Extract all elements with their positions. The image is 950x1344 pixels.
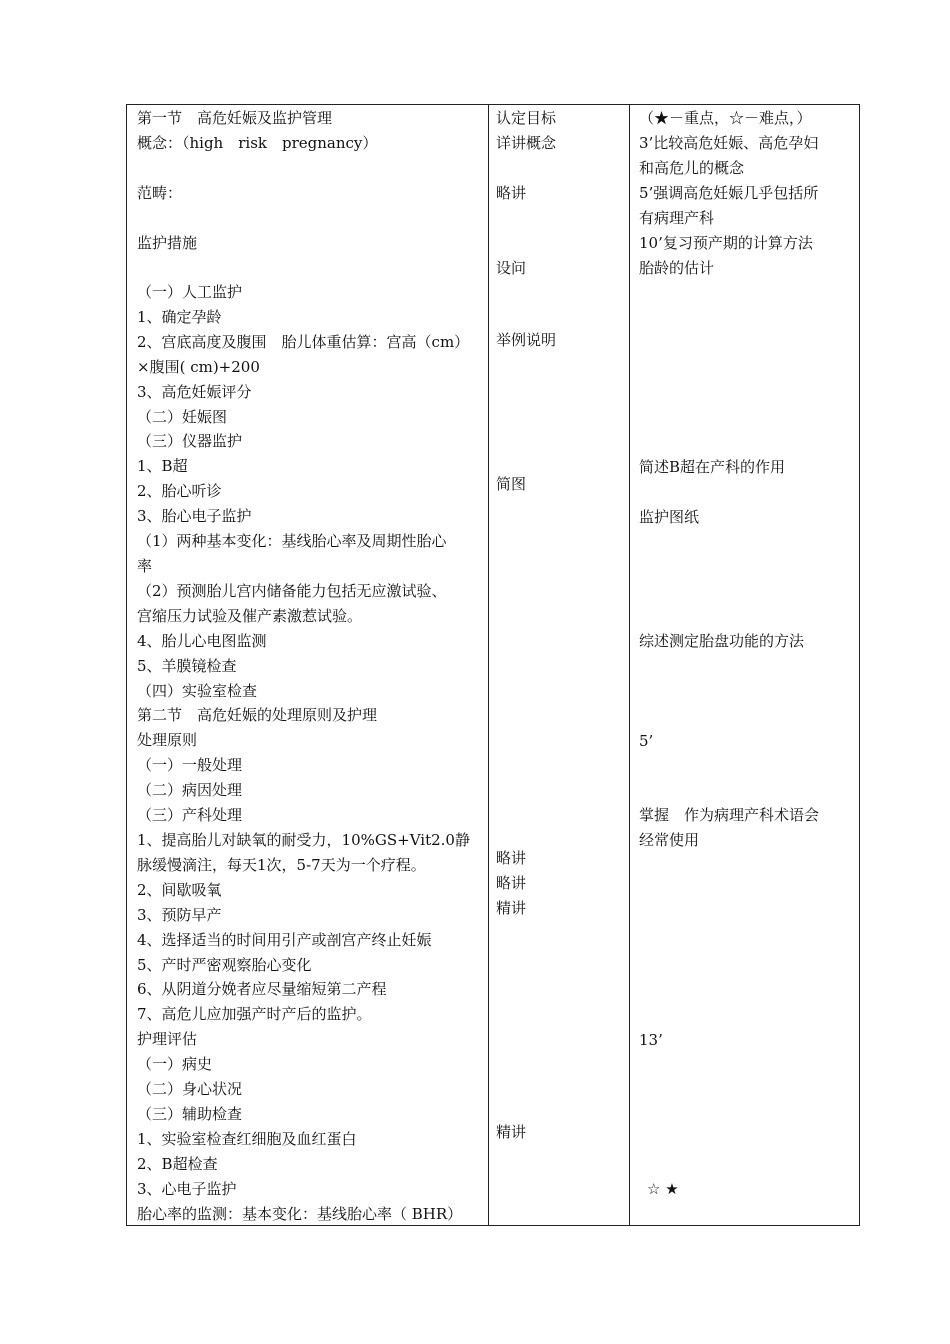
content-line: （二）身心状况 <box>137 1080 243 1098</box>
content-line: （三）产科处理 <box>137 806 243 824</box>
notes-line: 5’强调高危妊娠几乎包括所 <box>639 184 819 202</box>
content-line: （四）实验室检查 <box>137 682 258 700</box>
content-line: 3、预防早产 <box>137 906 222 924</box>
content-line: （一）病史 <box>137 1055 213 1073</box>
content-line: 1、确定孕龄 <box>137 308 222 326</box>
method-line: 详讲概念 <box>496 134 557 152</box>
notes-line: 综述测定胎盘功能的方法 <box>639 632 805 650</box>
content-line: 1、B超 <box>137 457 188 475</box>
content-line: （一）一般处理 <box>137 756 243 774</box>
method-line: 认定目标 <box>496 109 557 127</box>
notes-line: 3’比较高危妊娠、高危孕妇 <box>639 134 819 152</box>
notes-line: （★－重点，☆－难点，） <box>639 109 812 127</box>
content-line: 宫缩压力试验及催产素激惹试验。 <box>137 607 363 625</box>
content-line: 处理原则 <box>137 731 198 749</box>
content-line: 第一节 高危妊娠及监护管理 <box>137 109 333 127</box>
content-line: 监护措施 <box>137 234 198 252</box>
method-line: 略讲 <box>496 849 527 867</box>
content-line: （二）病因处理 <box>137 781 243 799</box>
method-line: 精讲 <box>496 1123 527 1141</box>
column-divider-1 <box>488 105 489 1225</box>
content-line: 2、间歇吸氧 <box>137 881 222 899</box>
content-line: 胎心率的监测：基本变化：基线胎心率（ BHR） <box>137 1205 463 1223</box>
notes-line: 监护图纸 <box>639 508 700 526</box>
content-line: （一）人工监护 <box>137 283 243 301</box>
content-line: 率 <box>137 557 153 575</box>
content-line: 2、宫底高度及腹围 胎儿体重估算：宫高（cm） <box>137 333 470 351</box>
notes-column <box>639 105 859 1225</box>
content-line: 4、胎儿心电图监测 <box>137 632 267 650</box>
column-divider-2 <box>629 105 630 1225</box>
notes-line: 掌握 作为病理产科术语会 <box>639 806 820 824</box>
content-line: 概念：（high risk pregnancy） <box>137 134 378 152</box>
content-line: 2、B超检查 <box>137 1155 218 1173</box>
content-line: 第二节 高危妊娠的处理原则及护理 <box>137 706 378 724</box>
notes-line: 10’复习预产期的计算方法 <box>639 234 813 252</box>
difficulty-key-marks: ☆ ★ <box>647 1180 679 1198</box>
method-line: 精讲 <box>496 899 527 917</box>
method-line: 举例说明 <box>496 331 557 349</box>
notes-line: 5’ <box>639 732 654 750</box>
content-line: 7、高危儿应加强产时产后的监护。 <box>137 1005 372 1023</box>
content-line: 5、产时严密观察胎心变化 <box>137 956 312 974</box>
method-line: 略讲 <box>496 184 527 202</box>
content-line: 1、提高胎儿对缺氧的耐受力，10%GS+Vit2.0静 <box>137 831 470 849</box>
content-line: 3、胎心电子监护 <box>137 507 252 525</box>
notes-line: 胎龄的估计 <box>639 259 715 277</box>
content-line: 2、胎心听诊 <box>137 482 222 500</box>
content-line: 范畴： <box>137 184 183 202</box>
content-line: 4、选择适当的时间用引产或剖宫产终止妊娠 <box>137 931 432 949</box>
content-line: （二）妊娠图 <box>137 408 228 426</box>
content-line: 1、实验室检查红细胞及血红蛋白 <box>137 1130 357 1148</box>
content-line: （1）两种基本变化：基线胎心率及周期性胎心 <box>137 532 447 550</box>
notes-line: 13’ <box>639 1031 663 1049</box>
content-line: 3、高危妊娠评分 <box>137 383 252 401</box>
content-line: 脉缓慢滴注，每天1次，5-7天为一个疗程。 <box>137 856 426 874</box>
content-line: （三）辅助检查 <box>137 1105 243 1123</box>
content-line: （三）仪器监护 <box>137 432 243 450</box>
content-line: 3、心电子监护 <box>137 1180 237 1198</box>
notes-line: 简述B超在产科的作用 <box>639 458 786 476</box>
content-line: ×腹围( cm)+200 <box>137 358 260 376</box>
method-line: 设问 <box>496 259 527 277</box>
notes-line: 经常使用 <box>639 831 700 849</box>
notes-line: 有病理产科 <box>639 209 715 227</box>
method-line: 简图 <box>496 475 527 493</box>
content-line: 5、羊膜镜检查 <box>137 657 237 675</box>
content-line: 护理评估 <box>137 1030 198 1048</box>
method-column <box>496 105 626 1225</box>
method-line: 略讲 <box>496 874 527 892</box>
notes-line: 和高危儿的概念 <box>639 159 745 177</box>
lesson-plan-table <box>126 104 860 1226</box>
content-line: 6、从阴道分娩者应尽量缩短第二产程 <box>137 980 387 998</box>
content-column <box>137 105 485 1225</box>
content-line: （2）预测胎儿宫内储备能力包括无应激试验、 <box>137 582 447 600</box>
